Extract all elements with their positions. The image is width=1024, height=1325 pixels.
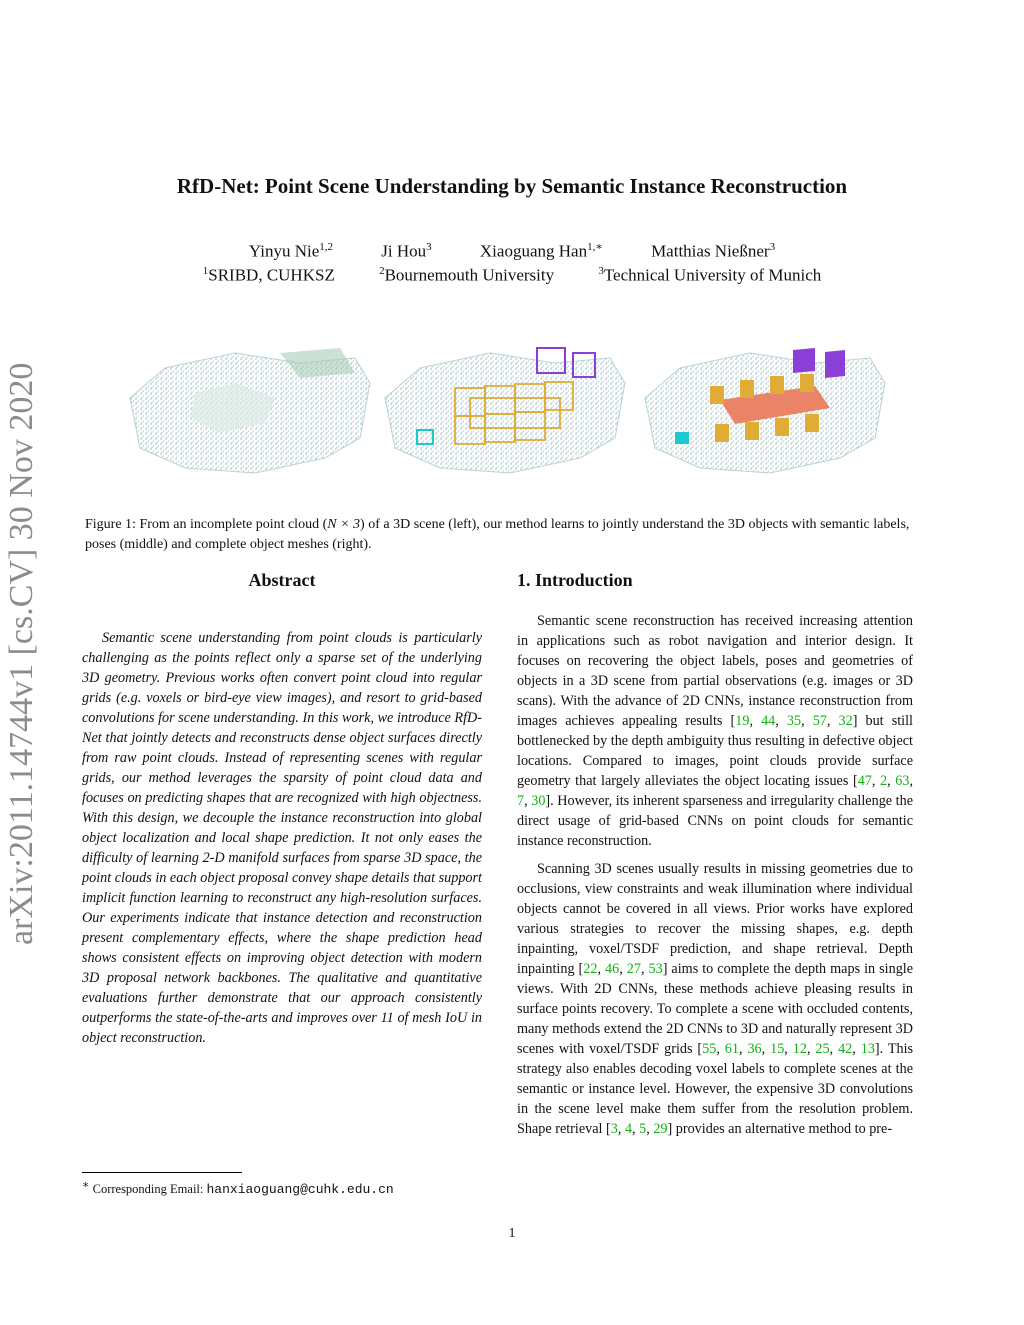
affiliation: $^1$SRIBD, CUHKSZ: [202, 265, 335, 285]
citation-link[interactable]: 25: [815, 1041, 830, 1057]
affiliation: $^2$Bournemouth University: [379, 265, 555, 285]
citation-link[interactable]: 29: [653, 1121, 668, 1137]
citation-link[interactable]: 4: [624, 1121, 633, 1137]
email-address[interactable]: hanxiaoguang@cuhk.edu.cn: [206, 1182, 394, 1198]
citation-link[interactable]: 63: [895, 773, 910, 789]
intro-paragraph: Semantic scene reconstruction has received increasing attention in applications such as robot navigation and interior design. It focuses on recovering the object labels, poses and geometries of objects in a 3D scene from partial observations (e.g. images or 3D scans). With the advance of 2D CNNs, instance reconstruction from images achieves appealing results [19, 44, 35, 57, 32] but still bottlenecked by the depth ambiguity thus resulting in defective object locations. Compared to images, point clouds provide surface geometry that largely alleviates the object locating issues [47, 2, 63, 7, 30]. However, its inherent sparseness and irregularity challenge the direct usage of grid-based CNNs on point clouds for semantic instance reconstruction.: [517, 613, 914, 849]
citation-link[interactable]: 22: [583, 961, 598, 977]
citation-link[interactable]: 47: [857, 773, 872, 789]
point-cloud-input-panel: [130, 348, 370, 473]
citation-link[interactable]: 32: [838, 713, 853, 729]
arxiv-sidebar: [3, 345, 66, 945]
citation-link[interactable]: 27: [626, 961, 641, 977]
citation-link[interactable]: 13: [860, 1041, 875, 1057]
author: Xiaoguang Han$^{1,∗}$: [479, 241, 603, 261]
citation-link[interactable]: 2: [880, 773, 888, 789]
detection-boxes-panel: [385, 348, 625, 473]
author: Ji Hou$^3$: [381, 241, 432, 261]
arxiv-identifier: arXiv:2011.14744v1 [cs.CV] 30 Nov 2020: [3, 362, 40, 945]
citation-link[interactable]: 61: [724, 1041, 739, 1057]
mesh-reconstruction-panel: [645, 348, 885, 473]
figure-caption: Figure 1: From an incomplete point cloud (N × 3) of a 3D scene (left), our method learns to jointly understand the 3D objects with semantic labels, poses (middle) and complete object meshes (right).: [85, 517, 910, 552]
citation-link[interactable]: 7: [517, 793, 525, 809]
citation-link[interactable]: 19: [735, 713, 750, 729]
author: Matthias Nießner$^3$: [651, 241, 776, 261]
abstract-body: Semantic scene understanding from point clouds is particularly challenging as the points reflect only a sparse set of the underlying 3D geometry. Previous works often convert point cloud into regular grids (e.g. voxels or bird-eye view images), and resort to grid-based convolutions for scene understanding. In this work, we introduce RfD-Net that jointly detects and reconstructs dense object surfaces directly from raw point clouds. Instead of representing scenes with regular grids, our method leverages the sparsity of point cloud data and focuses on predicting shapes that are recognized with high objectness. With this design, we decouple the instance reconstruction into global object localization and local shape prediction. It not only eases the difficulty of learning 2-D manifold surfaces from sparse 3D space, the point clouds in each object proposal convey shape details that support implicit function learning to reconstruct any high-resolution surfaces. Our experiments indicate that instance detection and reconstruction present complementary effects, where the shape prediction head shows consistent effects on improving object detection with modern 3D proposal network backbones. The qualitative and quantitative evaluations further demonstrate that our approach consistently outperforms the state-of-the-arts and improves over 11 of mesh IoU in object reconstruction.: [82, 630, 482, 1046]
citation-link[interactable]: 30: [531, 793, 546, 809]
citation-link[interactable]: 53: [648, 961, 663, 977]
citation-link[interactable]: 57: [812, 713, 827, 729]
citation-link[interactable]: 36: [747, 1041, 762, 1057]
author: Yinyu Nie$^{1,2}$: [248, 241, 334, 261]
figure-1-scenes: [125, 338, 905, 483]
citation-link[interactable]: 15: [770, 1041, 785, 1057]
introduction-body: [517, 611, 913, 1139]
footnote: ∗ Corresponding Email: hanxiaoguang@cuhk.edu.cn: [82, 1179, 394, 1198]
intro-paragraph: Scanning 3D scenes usually results in missing geometries due to occlusions, view constraints and weak illumination where individual objects cannot be covered in all views. Prior works have explored various strategies to recover the missing shapes, e.g. depth inpainting, voxel/TSDF prediction, and shape retrieval. Depth inpainting [22, 46, 27, 53] aims to complete the depth maps in single views. With 2D CNNs, these methods achieve pleasing results in surface points recovery. To complete a scene with occluded contents, many methods extend the 2D CNNs to 3D and naturally represent 3D scenes with voxel/TSDF grids [55, 61, 36, 15, 12, 25, 42, 13]. This strategy also enables decoding voxel labels to complete scenes at the semantic or instance level. However, the expensive 3D convolutions in the scene level make them suffer from the resolution problem. Shape retrieval [3, 4, 5, 29] provides an alternative method to pre-: [517, 861, 914, 1137]
citation-link[interactable]: 12: [792, 1041, 807, 1057]
citation-link[interactable]: 42: [838, 1041, 853, 1057]
author-list: [0, 240, 1024, 262]
citation-link[interactable]: 3: [610, 1121, 618, 1137]
citation-link[interactable]: 46: [605, 961, 620, 977]
affiliation: $^3$Technical University of Munich: [598, 265, 822, 285]
paper-title: RfD-Net: Point Scene Understanding by Semantic Instance Reconstruction: [176, 174, 848, 198]
affiliation-list: [0, 265, 1024, 286]
introduction-heading: 1. Introduction: [517, 570, 633, 590]
citation-link[interactable]: 55: [702, 1041, 717, 1057]
footnote-rule: [82, 1172, 242, 1173]
citation-link[interactable]: 44: [761, 713, 776, 729]
abstract-heading: Abstract: [248, 570, 316, 590]
page-number: 1: [508, 1226, 516, 1241]
citation-link[interactable]: 5: [639, 1121, 647, 1137]
citation-link[interactable]: 35: [786, 713, 802, 729]
